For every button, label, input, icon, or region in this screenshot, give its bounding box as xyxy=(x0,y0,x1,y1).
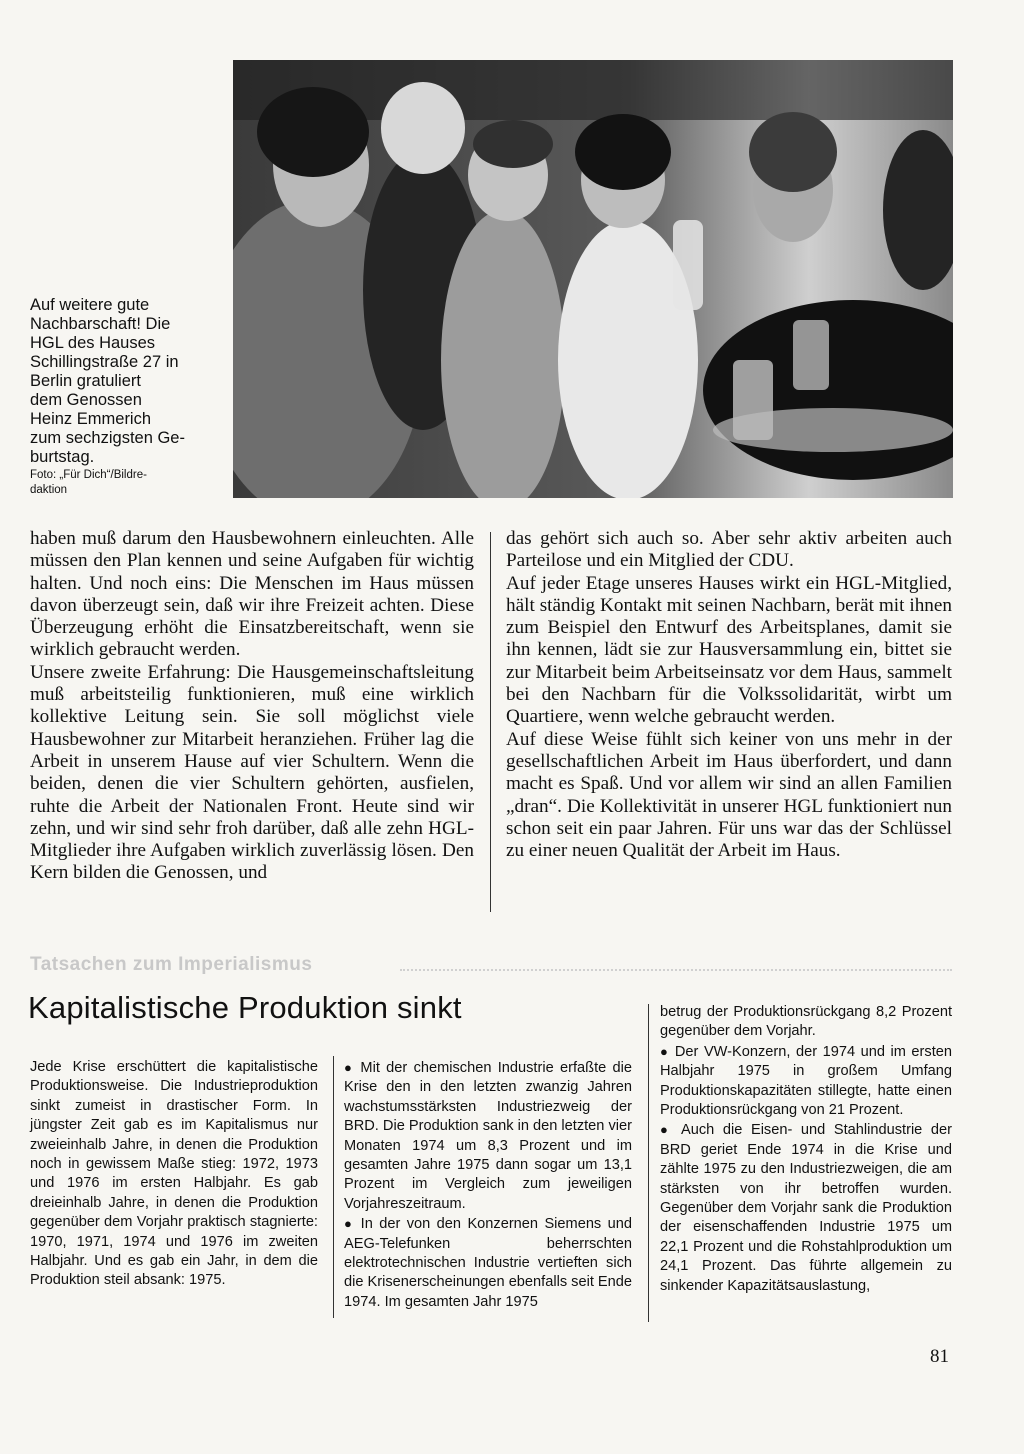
caption-line: dem Genossen xyxy=(30,391,142,409)
article1-paragraph: Auf diese Weise fühlt sich keiner von uns mehr in der gesellschaftlichen Arbeit im Haus überfordert, und dann macht es Spaß. Und vor allem wir sind an allen Familien „dran“. Die Kollektivität in unserer HGL funktioniert nun schon seit ein paar Jahren. Für uns war das der Schlüssel zu einer neuen Qualität der Arbeit im Haus. xyxy=(506,728,952,862)
article2-paragraph: betrug der Produktionsrückgang 8,2 Prozent gegenüber dem Vorjahr. xyxy=(660,1004,952,1040)
column-divider xyxy=(333,1056,334,1318)
article2-paragraph xyxy=(344,1058,632,1214)
caption-line: Nachbarschaft! Die xyxy=(30,315,171,333)
article1-paragraph: das gehört sich auch so. Aber sehr aktiv arbeiten auch Parteilose und ein Mitglied der CDU. xyxy=(506,528,952,572)
article2-paragraph: Jede Krise erschüttert die kapitalistische Produktionsweise. Die Industrieproduktion sinkt zumeist in drastischer Form. In jüngster Zeit gab es im Kapitalismus nur zweieinhalb Jahre, in denen die Produktion noch in gewissem Maße stieg: 1972, 1973 und 1976 im ersten Halbjahr. Es gab dreieinhalb Jahre, in denen die Produktion gegenüber dem Vorjahr praktisch stagnierte: 1970, 1971, 1974 und 1976 im zweiten Halbjahr. Und es gab ein Jahr, in dem die Produktion steil absank: 1975. xyxy=(30,1059,318,1289)
credit-line: Foto: „Für Dich“/Bildre- xyxy=(30,469,147,481)
article2-paragraph xyxy=(660,1120,952,1296)
bullet-text: Mit der chemischen Industrie erfaßte die Krise den in den letzten zwanzig Jahren wachstumsstärksten Industriezweig der BRD. Die Produktion sank in den letzten vier Monaten 1974 um 8,3 Prozent und im gesamten Jahre 1975 dann sogar um 13,1 Prozent im Vergleich zum jeweiligen Vorjahreszeitraum. xyxy=(344,1060,633,1212)
bullet-text: In der von den Konzernen Siemens und AEG-Telefunken beherrschten elektrotechnischen Industrie vertieften sich die Krisenerscheinungen ebenfalls seit Ende 1974. Im gesamten Jahr 1975 xyxy=(344,1216,633,1310)
caption-line: Auf weitere gute xyxy=(30,296,150,314)
caption-line: HGL des Hauses xyxy=(30,334,156,352)
article1-paragraph: haben muß darum den Hausbewohnern einleuchten. Alle müssen den Plan kennen und seine Aufgaben für wichtig halten. Und noch eins: Die Menschen im Haus müssen davon überzeugt sein, daß wir ihre Freizeit achten. Diese Überzeugung erhöht die Einsatzbereitschaft, wenn sie wirklich gebraucht werden. xyxy=(30,528,474,661)
article2-column-3 xyxy=(660,1003,952,1296)
caption-line: zum sechzigsten Ge- xyxy=(30,429,185,447)
article2-paragraph xyxy=(660,1042,952,1121)
article2-column-2 xyxy=(344,1058,632,1312)
article1-right-column xyxy=(506,528,952,862)
article1-paragraph: Auf jeder Etage unseres Hauses wirkt ein HGL-Mitglied, hält ständig Kontakt mit seinen Nachbarn, berät mit ihnen zum Beispiel den Entwurf des Arbeitsplanes, damit sie ihn kennen, lädt sie zur Hausversammlung ein, bittet sie zur Mitarbeit beim Arbeitseinsatz vor dem Haus, sammelt bei den Nachbarn für die Volkssolidarität, wirbt um Quartiere, wenn welche gebraucht werden. xyxy=(506,572,952,728)
group-photo-image xyxy=(233,60,953,498)
article2-column-1 xyxy=(30,1058,318,1291)
kicker-dotted-rule xyxy=(400,969,952,971)
article1-left-column xyxy=(30,528,474,885)
article2-paragraph xyxy=(344,1214,632,1312)
article1-paragraph: Unsere zweite Erfahrung: Die Hausgemeinschaftsleitung muß arbeitsteilig funktionieren, muß eine wirklich kollektive Leitung sein. Sie soll möglichst viele Hausbewohner zur Mitarbeit heranziehen. Früher lag die Arbeit in unserem Hause auf vier Schultern. Wenn die beiden, denen die vier Schultern gehörten, ausfielen, ruhte die Arbeit der Nationalen Front. Heute sind wir zehn, und wir sind sehr froh darüber, daß alle zehn HGL-Mitglieder ihre Aufgaben wirklich zuverlässig lösen. Den Kern bilden die Genossen, und xyxy=(30,661,474,884)
group-photo xyxy=(233,60,953,498)
section-kicker: Tatsachen zum Imperialismus xyxy=(30,954,313,975)
caption-line: Berlin gratuliert xyxy=(30,372,141,390)
column-divider xyxy=(648,1004,649,1322)
page-number: 81 xyxy=(930,1346,949,1367)
column-divider xyxy=(490,532,491,912)
credit-line: daktion xyxy=(30,484,68,496)
bullet-icon: ● xyxy=(660,1122,673,1138)
bullet-icon: ● xyxy=(344,1216,355,1232)
bullet-icon: ● xyxy=(660,1043,670,1059)
bullet-text: Auch die Eisen- und Stahlindustrie der BRD geriet Ende 1974 in die Krise und zählte 1975 zu den Industriezweigen, die am stärksten von ihr betroffen wurden. Gegenüber dem Vorjahr sank die Produktion der eisenschaffenden Industrie 1975 um 22,1 Prozent und die Rohstahlproduktion um 24,1 Prozent. Das führte allgemein zu sinkender Kapazitätsauslastung, xyxy=(660,1122,952,1294)
caption-line: Heinz Emmerich xyxy=(30,410,152,428)
article2-headline: Kapitalistische Produktion sinkt xyxy=(28,990,462,1025)
photo-credit xyxy=(30,468,202,498)
caption-line: Schillingstraße 27 in xyxy=(30,353,179,371)
bullet-text: Der VW-Konzern, der 1974 und im ersten Halbjahr 1975 in großem Umfang Produktionskapazitäten stillegte, hatte einen Produktionsrückgang von 21 Prozent. xyxy=(660,1043,952,1119)
bullet-icon: ● xyxy=(344,1060,355,1075)
caption-line: burtstag. xyxy=(30,448,95,466)
photo-caption xyxy=(30,296,202,498)
